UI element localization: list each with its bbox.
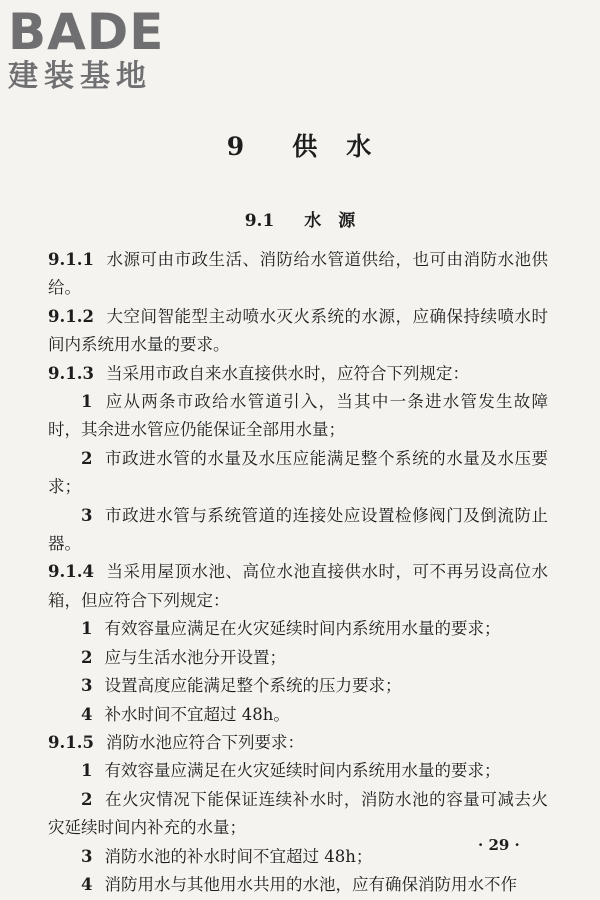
- clause-text: 当采用市政自来水直接供水时，应符合下列规定：: [105, 363, 469, 383]
- clause-number: 9.1.1: [48, 250, 94, 269]
- item-number: 3: [81, 846, 93, 866]
- bade-logo: [8, 3, 165, 94]
- logo-subtitle: 建装基地: [8, 59, 152, 94]
- chapter-number: 9: [226, 132, 247, 161]
- list-item: [48, 871, 548, 899]
- item-text: 设置高度应能满足整个系统的压力要求；: [104, 676, 402, 696]
- section-title: 水 源: [304, 211, 356, 231]
- item-text: 消防用水与其他用水共用的水池，应有确保消防用水不作: [104, 874, 517, 894]
- clause-text: 当采用屋顶水池、高位水池直接供水时，可不再另设高位水箱，但应符合下列规定：: [48, 562, 548, 610]
- clause-9-1-2: [48, 303, 548, 360]
- item-text: 应与生活水池分开设置；: [104, 647, 286, 667]
- page-number: · 29 ·: [478, 836, 520, 854]
- list-item: [48, 388, 548, 445]
- clause-9-1-1: [48, 246, 548, 303]
- clause-number: 9.1.3: [48, 363, 94, 383]
- item-number: 2: [81, 448, 93, 468]
- clause-9-1-3: [48, 360, 548, 388]
- section-number: 9.1: [244, 211, 275, 231]
- clause-number: 9.1.5: [48, 732, 94, 752]
- item-number: 1: [81, 392, 93, 412]
- list-item: [48, 757, 548, 785]
- item-number: 4: [81, 874, 93, 894]
- item-text: 应从两条市政给水管道引入，当其中一条进水管发生故障时，其余进水管应仍能保证全部用水量；: [48, 392, 548, 440]
- list-item: [48, 644, 548, 672]
- section-heading: [0, 206, 600, 231]
- clause-text: 大空间智能型主动喷水灭火系统的水源，应确保持续喷水时间内系统用水量的要求。: [48, 306, 548, 355]
- logo-wordmark: BADE: [8, 3, 165, 61]
- item-number: 3: [81, 676, 93, 696]
- list-item: [48, 701, 548, 729]
- list-item: [48, 502, 548, 559]
- document-body: [48, 246, 548, 899]
- item-text: 市政进水管与系统管道的连接处应设置检修阀门及倒流防止器。: [48, 505, 548, 554]
- chapter-title: 供 水: [292, 132, 374, 161]
- list-item: [48, 843, 548, 871]
- item-number: 2: [81, 789, 93, 809]
- clause-text: 水源可由市政生活、消防给水管道供给，也可由消防水池供给。: [48, 250, 548, 298]
- list-item: [48, 672, 548, 700]
- chapter-heading: [0, 127, 600, 163]
- clause-number: 9.1.4: [48, 562, 94, 582]
- item-number: 1: [81, 761, 93, 781]
- item-text: 有效容量应满足在火灾延续时间内系统用水量的要求；: [104, 761, 501, 781]
- list-item: [48, 445, 548, 502]
- item-number: 2: [81, 647, 93, 667]
- clause-number: 9.1.2: [48, 306, 94, 326]
- item-text: 有效容量应满足在火灾延续时间内系统用水量的要求；: [104, 619, 501, 639]
- item-text: 在火灾情况下能保证连续补水时，消防水池的容量可减去火灾延续时间内补充的水量；: [48, 789, 548, 838]
- item-text: 消防水池的补水时间不宜超过 48h；: [104, 846, 373, 866]
- item-number: 1: [81, 619, 93, 639]
- clause-9-1-4: [48, 558, 548, 615]
- item-number: 3: [81, 505, 93, 525]
- list-item: [48, 786, 548, 843]
- item-text: 市政进水管的水量及水压应能满足整个系统的水量及水压要求；: [48, 448, 548, 497]
- item-text: 补水时间不宜超过 48h。: [104, 704, 290, 724]
- item-number: 4: [81, 704, 93, 724]
- clause-9-1-5: [48, 729, 548, 757]
- clause-text: 消防水池应符合下列要求：: [105, 732, 304, 752]
- list-item: [48, 615, 548, 643]
